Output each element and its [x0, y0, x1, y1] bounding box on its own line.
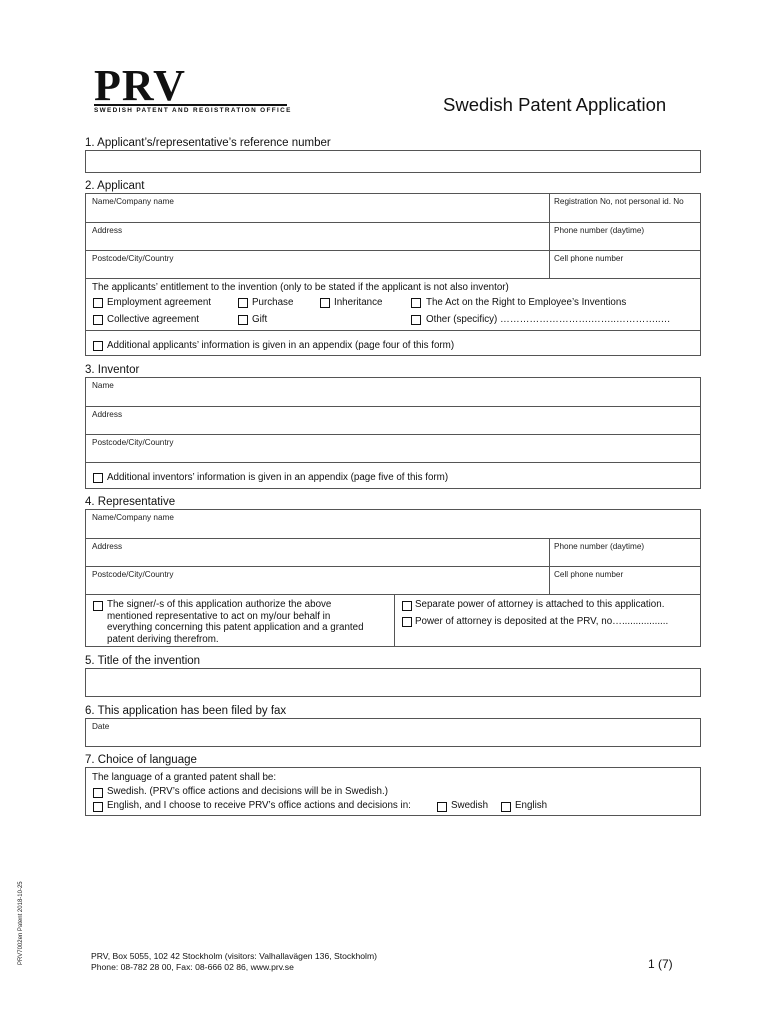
applicant-address-field[interactable]: [86, 223, 549, 250]
applicant-cell-field[interactable]: [550, 251, 700, 278]
form-code: PRV7002en Patent 2018-10-25: [18, 881, 24, 965]
other-checkbox[interactable]: [411, 315, 421, 325]
document-title: Swedish Patent Application: [443, 94, 667, 115]
representative-box: [85, 509, 701, 647]
decisions-english-label: English: [515, 800, 548, 811]
inventor-name-field[interactable]: [86, 378, 700, 406]
field-label: Registration No, not personal id. No: [554, 197, 684, 206]
text-line: patent deriving therefrom.: [107, 633, 219, 645]
purchase-label: Purchase: [252, 297, 294, 308]
applicant-box: [85, 193, 701, 356]
decisions-swedish-checkbox[interactable]: [437, 802, 447, 812]
english-language-label: English, and I choose to receive PRV’s office actions and decisions in:: [107, 800, 411, 811]
field-label: Address: [92, 226, 123, 235]
section-2-title: 2. Applicant: [85, 180, 145, 192]
representative-address-field[interactable]: [86, 539, 549, 566]
inheritance-label: Inheritance: [334, 297, 383, 308]
employment-agreement-label: Employment agreement: [107, 297, 212, 308]
applicant-regno-field[interactable]: [550, 194, 700, 222]
field-label: Postcode/City/Country: [92, 438, 174, 447]
field-label: Phone number (daytime): [554, 542, 645, 551]
divider: [86, 278, 700, 279]
employee-inventions-act-checkbox[interactable]: [411, 298, 421, 308]
fax-date-field[interactable]: [85, 718, 701, 747]
representative-cell-field[interactable]: [550, 567, 700, 594]
additional-inventors-label: Additional inventors’ information is given in an appendix (page five of this form): [107, 472, 449, 483]
field-label: Address: [92, 542, 123, 551]
section-5-title: 5. Title of the invention: [85, 655, 201, 667]
separate-power-of-attorney-label: Separate power of attorney is attached to this application.: [415, 599, 665, 610]
section-6-title: 6. This application has been filed by fax: [85, 705, 287, 717]
section-1-title: 1. Applicant’s/representative’s reference number: [85, 137, 331, 149]
divider: [86, 462, 700, 463]
inventor-postcode-field[interactable]: [86, 435, 700, 462]
separate-power-of-attorney-checkbox[interactable]: [402, 601, 412, 611]
divider: [86, 330, 700, 331]
employee-inventions-act-label: The Act on the Right to Employee’s Inventions: [426, 297, 627, 308]
english-language-checkbox[interactable]: [93, 802, 103, 812]
language-box: [85, 767, 701, 816]
representative-name-field[interactable]: [86, 510, 700, 538]
field-label: Cell phone number: [554, 254, 624, 263]
footer-address: PRV, Box 5055, 102 42 Stockholm (visitors: Valhallavägen 136, Stockholm): [91, 951, 377, 961]
deposited-power-of-attorney-checkbox[interactable]: [402, 617, 412, 627]
section-4-title: 4. Representative: [85, 496, 176, 508]
invention-title-field[interactable]: [85, 668, 701, 697]
reference-number-field[interactable]: [85, 150, 701, 173]
swedish-language-label: Swedish. (PRV’s office actions and decisions will be in Swedish.): [107, 786, 388, 797]
field-label: Cell phone number: [554, 570, 624, 579]
text-line: The signer/-s of this application authorize the above: [107, 599, 332, 610]
footer-contact: Phone: 08-782 28 00, Fax: 08-666 02 86, www.prv.se: [91, 962, 294, 972]
field-label: Phone number (daytime): [554, 226, 645, 235]
field-label: Name/Company name: [92, 197, 174, 206]
field-label: Postcode/City/Country: [92, 570, 174, 579]
inheritance-checkbox[interactable]: [320, 298, 330, 308]
section-3-title: 3. Inventor: [85, 364, 140, 376]
applicant-phone-field[interactable]: [550, 223, 700, 250]
logo-rule: [94, 104, 287, 106]
additional-inventors-checkbox[interactable]: [93, 473, 103, 483]
field-label: Date: [92, 722, 110, 731]
language-intro: The language of a granted patent shall be:: [92, 772, 277, 783]
inventor-address-field[interactable]: [86, 407, 700, 434]
divider: [86, 594, 700, 595]
field-label: Name: [92, 381, 114, 390]
text-line: everything concerning this patent application and a granted: [107, 622, 364, 633]
swedish-language-checkbox[interactable]: [93, 788, 103, 798]
decisions-swedish-label: Swedish: [451, 800, 489, 811]
other-label: Other (specificy) ……………………….……..…………..…: [426, 314, 671, 325]
page-number: 1 (7): [648, 957, 673, 971]
logo-subtitle: SWEDISH PATENT AND REGISTRATION OFFICE: [94, 107, 292, 114]
representative-phone-field[interactable]: [550, 539, 700, 566]
decisions-english-checkbox[interactable]: [501, 802, 511, 812]
prv-logo: PRV: [94, 61, 186, 110]
authorize-representative-text: [107, 599, 397, 645]
collective-agreement-checkbox[interactable]: [93, 315, 103, 325]
gift-checkbox[interactable]: [238, 315, 248, 325]
applicant-name-field[interactable]: [86, 194, 549, 222]
text-line: mentioned representative to act on my/our behalf in: [107, 610, 331, 622]
purchase-checkbox[interactable]: [238, 298, 248, 308]
deposited-power-of-attorney-label: Power of attorney is deposited at the PRV, no….................: [415, 616, 669, 627]
entitlement-text: The applicants’ entitlement to the invention (only to be stated if the applicant is not also inventor): [92, 282, 509, 293]
field-label: Name/Company name: [92, 513, 174, 522]
field-label: Address: [92, 410, 123, 419]
inventor-box: [85, 377, 701, 489]
authorize-representative-checkbox[interactable]: [93, 601, 103, 611]
representative-postcode-field[interactable]: [86, 567, 549, 594]
applicant-postcode-field[interactable]: [86, 251, 549, 278]
additional-applicants-label: Additional applicants’ information is given in an appendix (page four of this form): [107, 340, 455, 351]
gift-label: Gift: [252, 314, 268, 325]
collective-agreement-label: Collective agreement: [107, 314, 200, 325]
additional-applicants-checkbox[interactable]: [93, 341, 103, 351]
employment-agreement-checkbox[interactable]: [93, 298, 103, 308]
section-7-title: 7. Choice of language: [85, 754, 197, 766]
field-label: Postcode/City/Country: [92, 254, 174, 263]
